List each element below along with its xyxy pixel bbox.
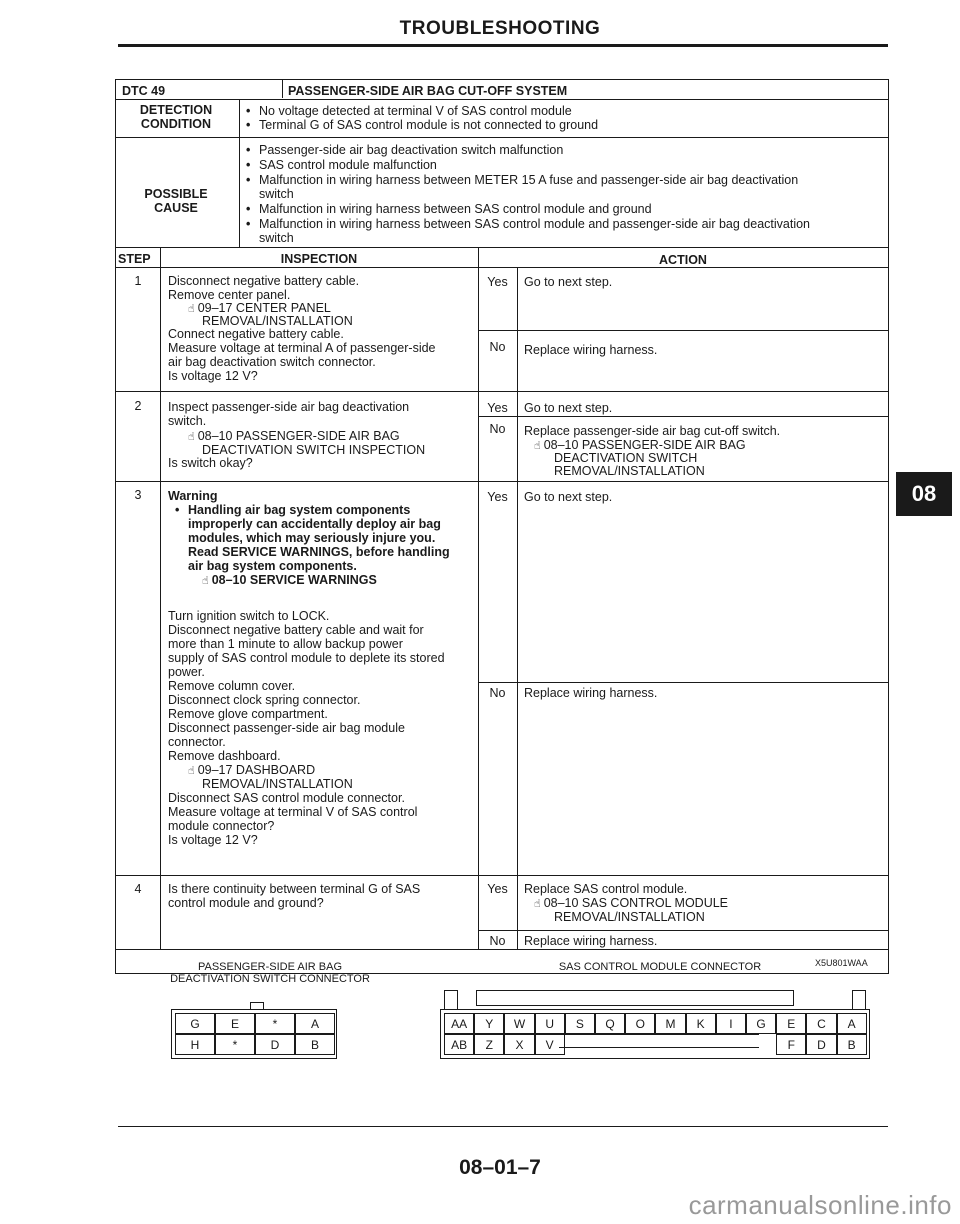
inspection-line: Remove column cover.: [168, 679, 296, 693]
connector-pin: M: [655, 1013, 685, 1034]
warning-title: Warning: [168, 489, 218, 503]
footer-watermark: carmanualsonline.info: [688, 1190, 952, 1220]
sas-connector-blank: [559, 1034, 759, 1048]
cause-label: CAUSE: [154, 201, 198, 215]
cause-item: • Passenger-side air bag deactivation switch malfunction: [259, 144, 563, 157]
inspection-question: Is switch okay?: [168, 456, 253, 470]
reference-link[interactable]: ☝ 09–17 DASHBOARD: [188, 763, 316, 777]
connector-pin: *: [215, 1034, 255, 1055]
no-label: No: [489, 934, 506, 948]
action-line: Replace wiring harness.: [524, 686, 658, 700]
inspection-line: Remove center panel.: [168, 288, 291, 302]
connector-pin: B: [837, 1034, 867, 1055]
inspection-header: INSPECTION: [280, 252, 358, 266]
dtc-code: DTC 49: [122, 84, 166, 98]
action-line: Replace SAS control module.: [524, 882, 688, 896]
detection-item: • No voltage detected at terminal V of SAS control module: [259, 105, 572, 118]
inspection-line: Turn ignition switch to LOCK.: [168, 609, 330, 623]
inspection-line: supply of SAS control module to deplete its stored: [168, 651, 445, 665]
inspection-line: Disconnect SAS control module connector.: [168, 791, 405, 805]
connector-pin: V: [535, 1034, 565, 1055]
detection-label: DETECTION: [139, 103, 213, 117]
inspection-line: Disconnect passenger-side air bag module: [168, 721, 405, 735]
no-label: No: [489, 686, 506, 700]
section-tab[interactable]: 08: [896, 472, 952, 516]
reference-link[interactable]: ☝ 08–10 SERVICE WARNINGS: [202, 573, 377, 587]
dtc-table: [115, 79, 889, 974]
step-number: 2: [134, 399, 142, 413]
sas-connector-title: SAS CONTROL MODULE CONNECTOR: [558, 961, 762, 973]
action-line: Go to next step.: [524, 490, 613, 504]
inspection-line: control module and ground?: [168, 896, 324, 910]
connector-pin: I: [716, 1013, 746, 1034]
possible-label: POSSIBLE: [144, 187, 208, 201]
inspection-line: switch.: [168, 414, 207, 428]
figure-code: X5U801WAA: [815, 958, 868, 968]
inspection-line: Disconnect clock spring connector.: [168, 693, 361, 707]
step-number: 4: [134, 882, 142, 896]
reference-link[interactable]: ☝ 08–10 SAS CONTROL MODULE: [534, 896, 729, 910]
inspection-line: Disconnect negative battery cable and wait for: [168, 623, 424, 637]
inspection-line: more than 1 minute to allow backup power: [168, 637, 403, 651]
connector-pin: D: [806, 1034, 836, 1055]
reference-icon: ☝: [188, 431, 195, 443]
action-header: ACTION: [659, 253, 707, 267]
action-line: Replace wiring harness.: [524, 934, 658, 948]
switch-connector-latch: [250, 1002, 264, 1010]
reference-link-cont: DEACTIVATION SWITCH INSPECTION: [202, 443, 426, 457]
condition-label: CONDITION: [140, 117, 212, 131]
inspection-line: module connector?: [168, 819, 275, 833]
header-rule: [118, 44, 888, 47]
inspection-line: Remove glove compartment.: [168, 707, 328, 721]
dtc-name: PASSENGER-SIDE AIR BAG CUT-OFF SYSTEM: [288, 84, 568, 98]
sas-connector-lock: [476, 990, 794, 1006]
reference-icon: ☝: [188, 765, 195, 777]
inspection-line: Inspect passenger-side air bag deactivation: [168, 400, 410, 414]
cause-item: • Malfunction in wiring harness between SAS control module and ground: [259, 203, 652, 216]
yes-label: Yes: [487, 275, 508, 289]
cause-item-cont: switch: [259, 231, 294, 245]
yes-label: Yes: [487, 882, 508, 896]
action-line: Go to next step.: [524, 275, 613, 289]
connector-pin: W: [504, 1013, 534, 1034]
reference-link[interactable]: ☝ 09–17 CENTER PANEL: [188, 301, 331, 315]
detection-item: • Terminal G of SAS control module is not connected to ground: [259, 119, 598, 132]
inspection-line: Measure voltage at terminal A of passenger-side: [168, 341, 436, 355]
page-title: TROUBLESHOOTING: [399, 18, 601, 39]
cause-item: • Malfunction in wiring harness between METER 15 A fuse and passenger-side air bag deactivation: [259, 174, 798, 187]
inspection-line: Connect negative battery cable.: [168, 327, 344, 341]
page-number: 08–01–7: [459, 1156, 541, 1179]
connector-pin: U: [535, 1013, 565, 1034]
inspection-question: Is voltage 12 V?: [168, 833, 258, 847]
yes-label: Yes: [487, 401, 508, 415]
connector-pin: Y: [474, 1013, 504, 1034]
inspection-line: air bag deactivation switch connector.: [168, 355, 376, 369]
no-label: No: [489, 422, 506, 436]
cause-item: • SAS control module malfunction: [259, 159, 437, 172]
connector-pin: G: [175, 1013, 215, 1034]
inspection-line: Disconnect negative battery cable.: [168, 274, 360, 288]
reference-link-cont: DEACTIVATION SWITCH: [554, 451, 698, 465]
step-header: STEP: [118, 252, 151, 266]
warning-line: Read SERVICE WARNINGS, before handling: [188, 545, 450, 559]
step-number: 3: [134, 488, 142, 502]
inspection-line: connector.: [168, 735, 226, 749]
action-line: Replace passenger-side air bag cut-off switch.: [524, 424, 781, 438]
warning-line: modules, which may seriously injure you.: [188, 531, 436, 545]
reference-link-cont: REMOVAL/INSTALLATION: [554, 910, 705, 924]
switch-connector-title: DEACTIVATION SWITCH CONNECTOR: [170, 973, 370, 985]
connector-pin: K: [686, 1013, 716, 1034]
connector-pin: AB: [444, 1034, 474, 1055]
connector-pin: G: [746, 1013, 776, 1034]
reference-icon: ☝: [534, 898, 541, 910]
connector-pin: Z: [474, 1034, 504, 1055]
no-label: No: [489, 340, 506, 354]
connector-pin: D: [255, 1034, 295, 1055]
connector-pin: B: [295, 1034, 335, 1055]
connector-pin: X: [504, 1034, 534, 1055]
connector-pin: O: [625, 1013, 655, 1034]
connector-pin: E: [215, 1013, 255, 1034]
connector-pin: F: [776, 1034, 806, 1055]
inspection-question: Is voltage 12 V?: [168, 369, 258, 383]
connector-pin: H: [175, 1034, 215, 1055]
connector-pin: C: [806, 1013, 836, 1034]
switch-connector-title: PASSENGER-SIDE AIR BAG: [197, 961, 343, 973]
reference-link-cont: REMOVAL/INSTALLATION: [202, 314, 353, 328]
connector-pin: *: [255, 1013, 295, 1034]
inspection-line: Is there continuity between terminal G of SAS: [168, 882, 421, 896]
reference-link[interactable]: ☝ 08–10 PASSENGER-SIDE AIR BAG: [188, 429, 400, 443]
inspection-line: Measure voltage at terminal V of SAS control: [168, 805, 418, 819]
inspection-line: power.: [168, 665, 205, 679]
action-line: Go to next step.: [524, 401, 613, 415]
cause-item-cont: switch: [259, 187, 294, 201]
connector-pin: E: [776, 1013, 806, 1034]
connector-pin: S: [565, 1013, 595, 1034]
cause-item: • Malfunction in wiring harness between SAS control module and passenger-side air bag deactivation: [259, 218, 810, 231]
yes-label: Yes: [487, 490, 508, 504]
connector-pin: Q: [595, 1013, 625, 1034]
action-line: Replace wiring harness.: [524, 343, 658, 357]
reference-link-cont: REMOVAL/INSTALLATION: [554, 464, 705, 478]
warning-line: air bag system components.: [188, 559, 357, 573]
connector-pin: A: [837, 1013, 867, 1034]
inspection-line: Remove dashboard.: [168, 749, 281, 763]
reference-icon: ☝: [534, 440, 541, 452]
reference-link[interactable]: ☝ 08–10 PASSENGER-SIDE AIR BAG: [534, 438, 746, 452]
reference-link-cont: REMOVAL/INSTALLATION: [202, 777, 353, 791]
connector-pin: AA: [444, 1013, 474, 1034]
reference-icon: ☝: [202, 575, 209, 587]
warning-line: • Handling air bag system components: [188, 504, 410, 517]
connector-pin: A: [295, 1013, 335, 1034]
reference-icon: ☝: [188, 303, 195, 315]
step-number: 1: [134, 274, 142, 288]
warning-line: improperly can accidentally deploy air bag: [188, 517, 441, 531]
footer-rule: [118, 1126, 888, 1127]
